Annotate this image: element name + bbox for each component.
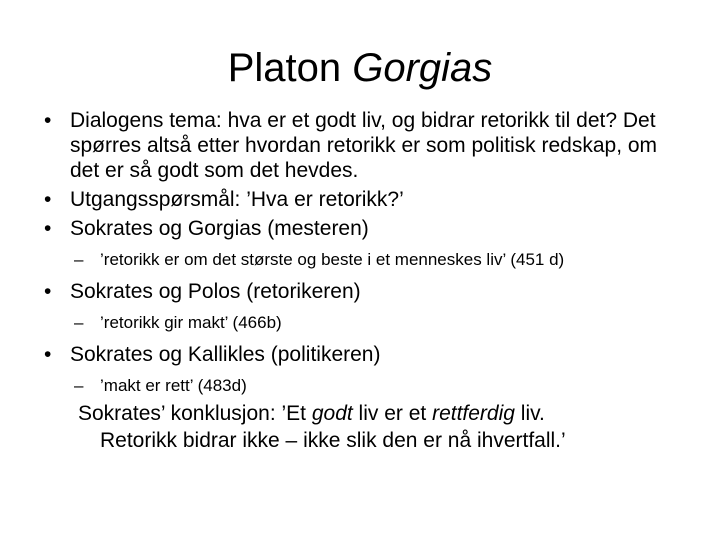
bullet-item [44,216,684,241]
bullet-icon: • [44,217,52,240]
conclusion-emphasis: rettferdig [432,402,515,425]
bullet-text: Utgangsspørsmål: ’Hva er retorikk?’ [70,188,404,211]
conclusion-text: liv er et [352,402,433,425]
title-italic: Gorgias [352,46,493,90]
bullet-text: Sokrates og Gorgias (mesteren) [70,217,369,240]
bullet-icon: • [44,109,52,132]
sub-bullet-text: ’makt er rett’ (483d) [100,376,247,395]
sub-bullet-text: ’retorikk er om det største og beste i et menneskes liv’ (451 d) [100,250,565,269]
dash-icon: – [74,250,84,269]
sub-bullet-item [44,375,684,397]
title-plain: Platon [227,46,353,90]
conclusion [78,400,698,454]
bullet-text: Dialogens tema: hva er et godt liv, og bidrar retorikk til det? Det spørres altså etter hvordan retorikk er som politisk redskap, om det er så godt som det hevdes. [70,109,658,182]
conclusion-emphasis: godt [311,402,353,425]
conclusion-line-1 [78,402,545,425]
conclusion-text: Sokrates’ konklusjon: ’Et [78,402,312,425]
bullet-icon: • [44,188,52,211]
bullet-text: Sokrates og Polos (retorikeren) [70,280,361,303]
bullet-item [44,279,684,304]
conclusion-line-2: Retorikk bidrar ikke – ikke slik den er nå ihvertfall.’ [100,429,566,452]
dash-icon: – [74,313,84,332]
conclusion-text: liv. [514,402,545,425]
sub-bullet-item [44,249,684,271]
bullet-item [44,342,684,367]
sub-bullet-text: ’retorikk gir makt’ (466b) [100,313,282,332]
bullet-text: Sokrates og Kallikles (politikeren) [70,343,381,366]
slide-title [0,44,720,92]
sub-bullet-item [44,312,684,334]
bullet-item [44,187,684,212]
bullet-icon: • [44,343,52,366]
bullet-item [44,108,684,183]
bullet-list [44,108,684,405]
bullet-icon: • [44,280,52,303]
dash-icon: – [74,376,84,395]
